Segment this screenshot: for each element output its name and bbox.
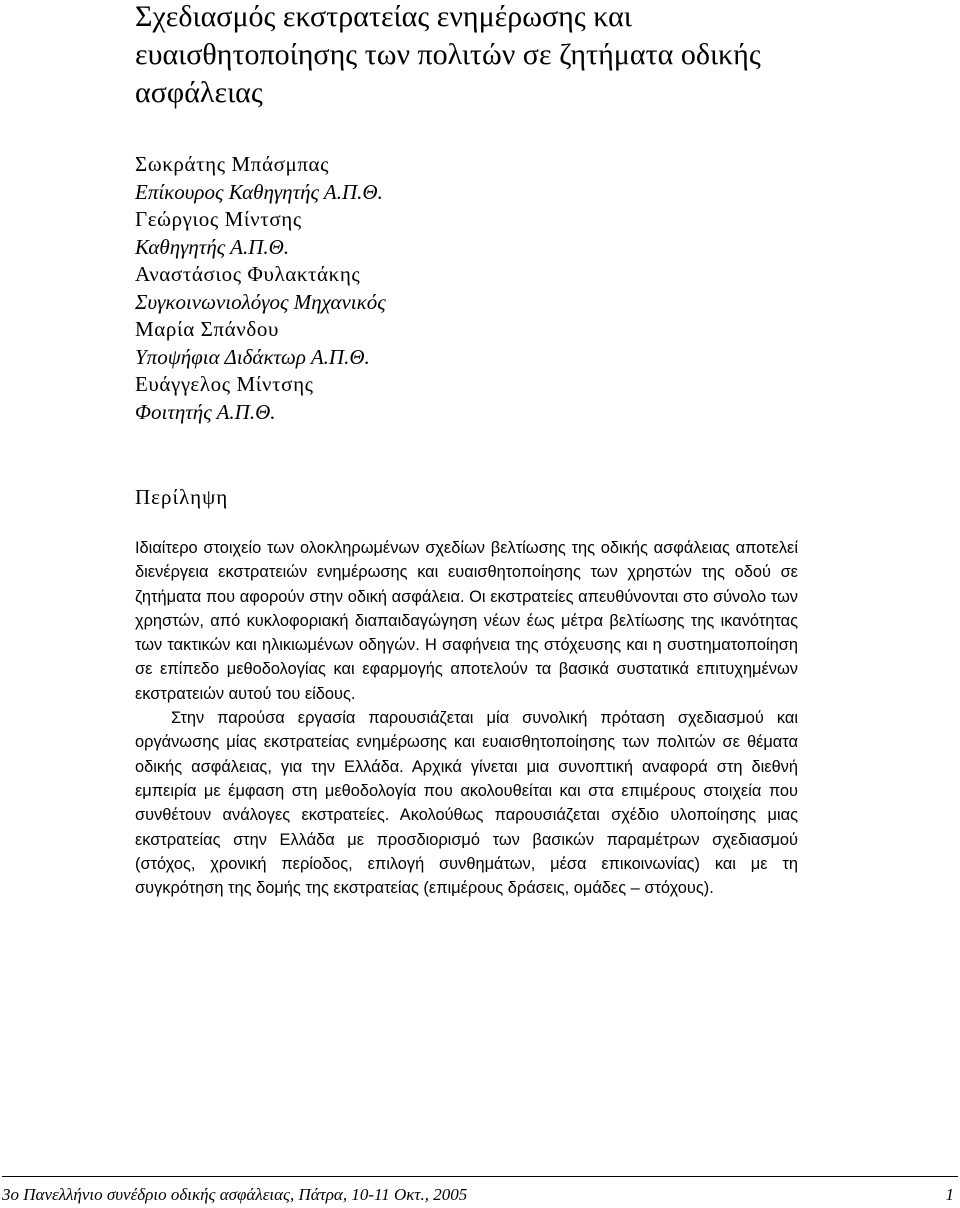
author-affiliation: Φοιτητής Α.Π.Θ. (135, 399, 276, 424)
author-affiliation: Υποψήφια Διδάκτωρ Α.Π.Θ. (135, 344, 370, 369)
footer-divider (2, 1176, 958, 1177)
author-name: Γεώργιος Μίντσης (135, 207, 302, 231)
author-affiliation: Συγκοινωνιολόγος Μηχανικός (135, 289, 386, 314)
author-entry (135, 316, 735, 371)
page-number: 1 (945, 1185, 954, 1204)
abstract-paragraph: Στην παρούσα εργασία παρουσιάζεται μία συνολική πρόταση σχεδιασμού και οργάνωσης μίας εκστρατείας ενημέρωσης και ευαισθητοποίησης των πολιτών σε θέματα οδικής ασφάλειας, για την Ελλάδα. Αρχικά γίνεται μια συνοπτική αναφορά στη διεθνή εμπειρία με έμφαση στη μεθοδολογία που ακολουθείται και στα επιμέρους στοιχεία που συνθέτουν ανάλογες εκστρατείες. Ακολούθως παρουσιάζεται σχέδιο υλοποίησης μιας εκστρατείας στην Ελλάδα με προσδιορισμό των βασικών παραμέτρων σχεδιασμού (στόχος, χρονική περίοδος, επιλογή συνθημάτων, μέσα επικοινωνίας) και με τη συγκρότηση της δομής της εκστρατείας (επιμέρους δράσεις, ομάδες – στόχους). (135, 709, 798, 898)
footer-conference: 3ο Πανελλήνιο συνέδριο οδικής ασφάλειας, Πάτρα, 10-11 Οκτ., 2005 (2, 1185, 468, 1204)
author-entry (135, 371, 735, 426)
author-entry (135, 151, 735, 206)
author-entry (135, 206, 735, 261)
page-title: Σχεδιασμός εκστρατείας ενημέρωσης και ευαισθητοποίησης των πολιτών σε ζητήματα οδικής ασφάλειας (135, 0, 761, 109)
author-name: Αναστάσιος Φυλακτάκης (135, 262, 361, 286)
author-name: Μαρία Σπάνδου (135, 317, 279, 341)
author-name: Σωκράτης Μπάσμπας (135, 152, 330, 176)
author-list (135, 151, 735, 426)
abstract-paragraph: Ιδιαίτερο στοιχείο των ολοκληρωμένων σχεδίων βελτίωσης της οδικής ασφάλειας αποτελεί διενέργεια εκστρατειών ενημέρωσης και ευαισθητοποίησης των χρηστών της οδού σε ζητήματα που αφορούν στην οδική ασφάλεια. Οι εκστρατείες απευθύνονται στο σύνολο των χρηστών, από κυκλοφοριακή διαπαιδαγώγηση νέων έως μέτρα βελτίωσης της ικανότητας των τακτικών και ηλικιωμένων οδηγών. Η σαφήνεια της στόχευσης και η συστηματοποίηση σε επίπεδο μεθοδολογίας και εφαρμογής αποτελούν τα βασικά συστατικά επιτυχημένων εκστρατειών αυτού του είδους. (135, 539, 798, 703)
author-entry (135, 261, 735, 316)
author-affiliation: Καθηγητής Α.Π.Θ. (135, 234, 290, 259)
author-name: Ευάγγελος Μίντσης (135, 372, 314, 396)
abstract-body (135, 536, 798, 900)
author-affiliation: Επίκουρος Καθηγητής Α.Π.Θ. (135, 179, 383, 204)
abstract-heading: Περίληψη (135, 485, 229, 509)
